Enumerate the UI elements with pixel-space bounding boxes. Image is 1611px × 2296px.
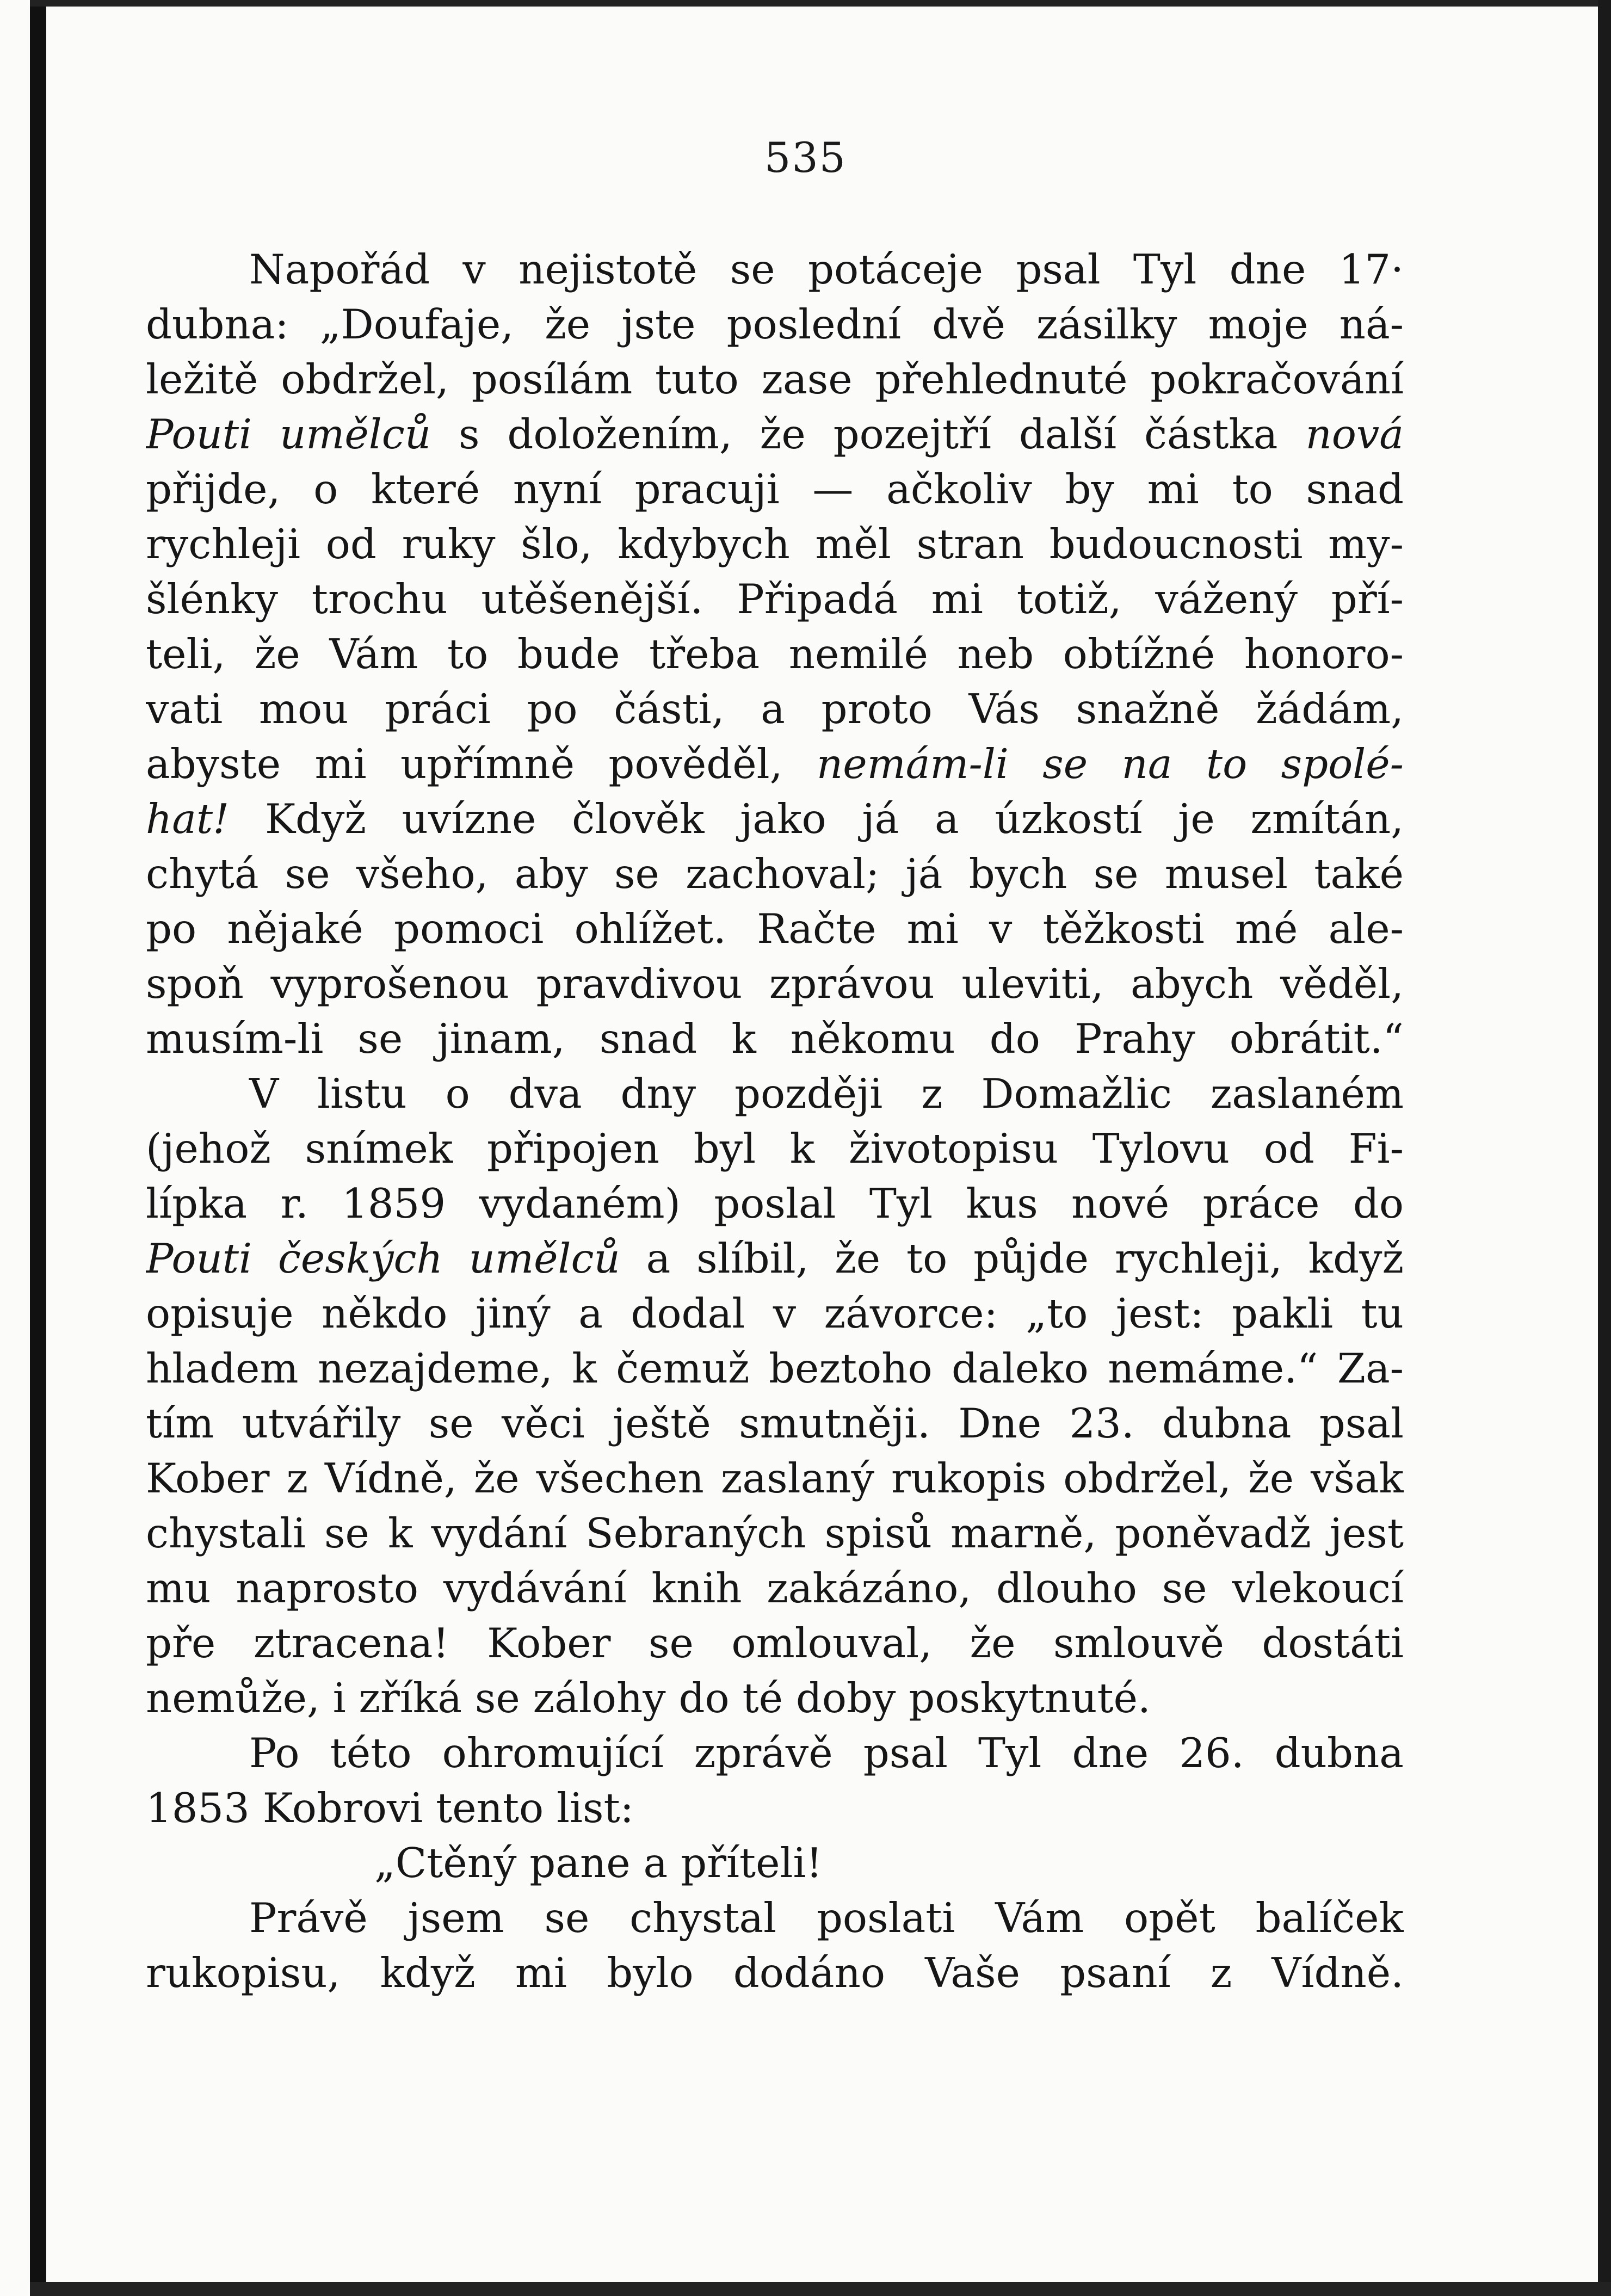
text-segment: šlénky trochu utěšenější. Připadá mi totiž, vážený pří- bbox=[146, 575, 1404, 623]
italic-title-segment: Pouti umělců bbox=[146, 410, 431, 458]
text-segment: „Ctěný pane a příteli! bbox=[374, 1839, 823, 1887]
text-line bbox=[146, 1066, 1404, 1121]
text-line bbox=[146, 1396, 1404, 1451]
text-segment: po nějaké pomoci ohlížet. Račte mi v těžkosti mé ale- bbox=[146, 905, 1404, 953]
text-line bbox=[146, 1671, 1404, 1726]
text-segment: tím utvářily se věci ještě smutněji. Dne 23. dubna psal bbox=[146, 1399, 1404, 1447]
italic-title-segment: nová bbox=[1305, 410, 1404, 458]
text-segment: V listu o dva dny později z Domažlic zaslaném bbox=[249, 1070, 1404, 1118]
text-line bbox=[146, 956, 1404, 1011]
page-number: 535 bbox=[764, 133, 847, 182]
body-text bbox=[146, 242, 1404, 2001]
text-line bbox=[146, 1616, 1404, 1671]
text-line bbox=[146, 572, 1404, 627]
text-segment: musím-li se jinam, snad k někomu do Prahy obrátit.“ bbox=[146, 1015, 1404, 1063]
text-line bbox=[146, 1231, 1404, 1286]
text-line bbox=[146, 1176, 1404, 1231]
text-line bbox=[146, 517, 1404, 572]
text-segment: pře ztracena! Kober se omlouval, že smlouvě dostáti bbox=[146, 1619, 1404, 1667]
text-segment: Kober z Vídně, že všechen zaslaný rukopis obdržel, že však bbox=[146, 1454, 1404, 1502]
text-line bbox=[146, 242, 1404, 297]
text-line bbox=[146, 1286, 1404, 1341]
text-segment: rukopisu, když mi bylo dodáno Vaše psaní z Vídně. bbox=[146, 1949, 1404, 1997]
text-segment: a slíbil, že to půjde rychleji, když bbox=[620, 1235, 1404, 1282]
italic-title-segment: nemám-li se na to spolé- bbox=[816, 740, 1404, 788]
text-segment: Po této ohromující zprávě psal Tyl dne 26. dubna bbox=[249, 1729, 1404, 1777]
scan-edge-bottom bbox=[30, 2282, 1611, 2296]
text-line bbox=[146, 902, 1404, 956]
text-segment: teli, že Vám to bude třeba nemilé neb obtížné honoro- bbox=[146, 630, 1404, 678]
text-segment: lípka r. 1859 vydaném) poslal Tyl kus nové práce do bbox=[146, 1180, 1404, 1227]
text-segment: chytá se všeho, aby se zachoval; já bych se musel také bbox=[146, 850, 1404, 898]
scan-edge-top bbox=[30, 0, 1611, 7]
text-segment: hladem nezajdeme, k čemuž beztoho daleko nemáme.“ Za- bbox=[146, 1344, 1404, 1392]
text-line bbox=[146, 462, 1404, 517]
text-segment: přijde, o které nyní pracuji — ačkoliv by mi to snad bbox=[146, 465, 1404, 513]
text-line bbox=[146, 407, 1404, 462]
text-line bbox=[146, 297, 1404, 352]
text-line bbox=[146, 1451, 1404, 1506]
text-segment: vati mou práci po části, a proto Vás snažně žádám, bbox=[146, 685, 1404, 733]
text-segment: opisuje někdo jiný a dodal v závorce: „to jest: pakli tu bbox=[146, 1289, 1404, 1337]
text-segment: dubna: „Doufaje, že jste poslední dvě zásilky moje ná- bbox=[146, 300, 1404, 348]
text-segment: (jehož snímek připojen byl k životopisu Tylovu od Fi- bbox=[146, 1125, 1404, 1172]
text-line bbox=[146, 1726, 1404, 1781]
text-line bbox=[146, 1781, 1404, 1836]
text-segment: rychleji od ruky šlo, kdybych měl stran budoucnosti my- bbox=[146, 520, 1404, 568]
text-line bbox=[146, 1561, 1404, 1616]
text-segment: Napořád v nejistotě se potáceje psal Tyl dne 17· bbox=[249, 245, 1404, 293]
text-segment: Právě jsem se chystal poslati Vám opět balíček bbox=[249, 1894, 1404, 1942]
text-line bbox=[146, 1836, 1404, 1891]
text-line bbox=[146, 352, 1404, 407]
text-segment: s doložením, že pozejtří další částka bbox=[431, 410, 1306, 458]
text-line bbox=[146, 627, 1404, 682]
italic-title-segment: hat! bbox=[146, 795, 230, 843]
text-line bbox=[146, 1891, 1404, 1946]
text-line bbox=[146, 1011, 1404, 1066]
scan-edge-left bbox=[30, 0, 46, 2296]
scan-edge-right bbox=[1598, 0, 1611, 2296]
text-segment: abyste mi upřímně pověděl, bbox=[146, 740, 817, 788]
text-line bbox=[146, 847, 1404, 902]
text-segment: mu naprosto vydávání knih zakázáno, dlouho se vlekoucí bbox=[146, 1564, 1404, 1612]
text-segment: spoň vyprošenou pravdivou zprávou uleviti, abych věděl, bbox=[146, 960, 1404, 1008]
text-line bbox=[146, 1121, 1404, 1176]
text-line bbox=[146, 737, 1404, 792]
text-line bbox=[146, 1946, 1404, 2001]
text-segment: chystali se k vydání Sebraných spisů marně, poněvadž jest bbox=[146, 1509, 1404, 1557]
text-segment: nemůže, i zříká se zálohy do té doby poskytnuté. bbox=[146, 1674, 1151, 1722]
text-line bbox=[146, 1506, 1404, 1561]
italic-title-segment: Pouti českých umělců bbox=[146, 1235, 620, 1282]
text-line bbox=[146, 1341, 1404, 1396]
text-line bbox=[146, 792, 1404, 847]
text-segment: 1853 Kobrovi tento list: bbox=[146, 1784, 634, 1832]
text-segment: Když uvízne člověk jako já a úzkostí je zmítán, bbox=[229, 795, 1404, 843]
text-segment: ležitě obdržel, posílám tuto zase přehlednuté pokračování bbox=[146, 355, 1404, 403]
text-line bbox=[146, 682, 1404, 737]
